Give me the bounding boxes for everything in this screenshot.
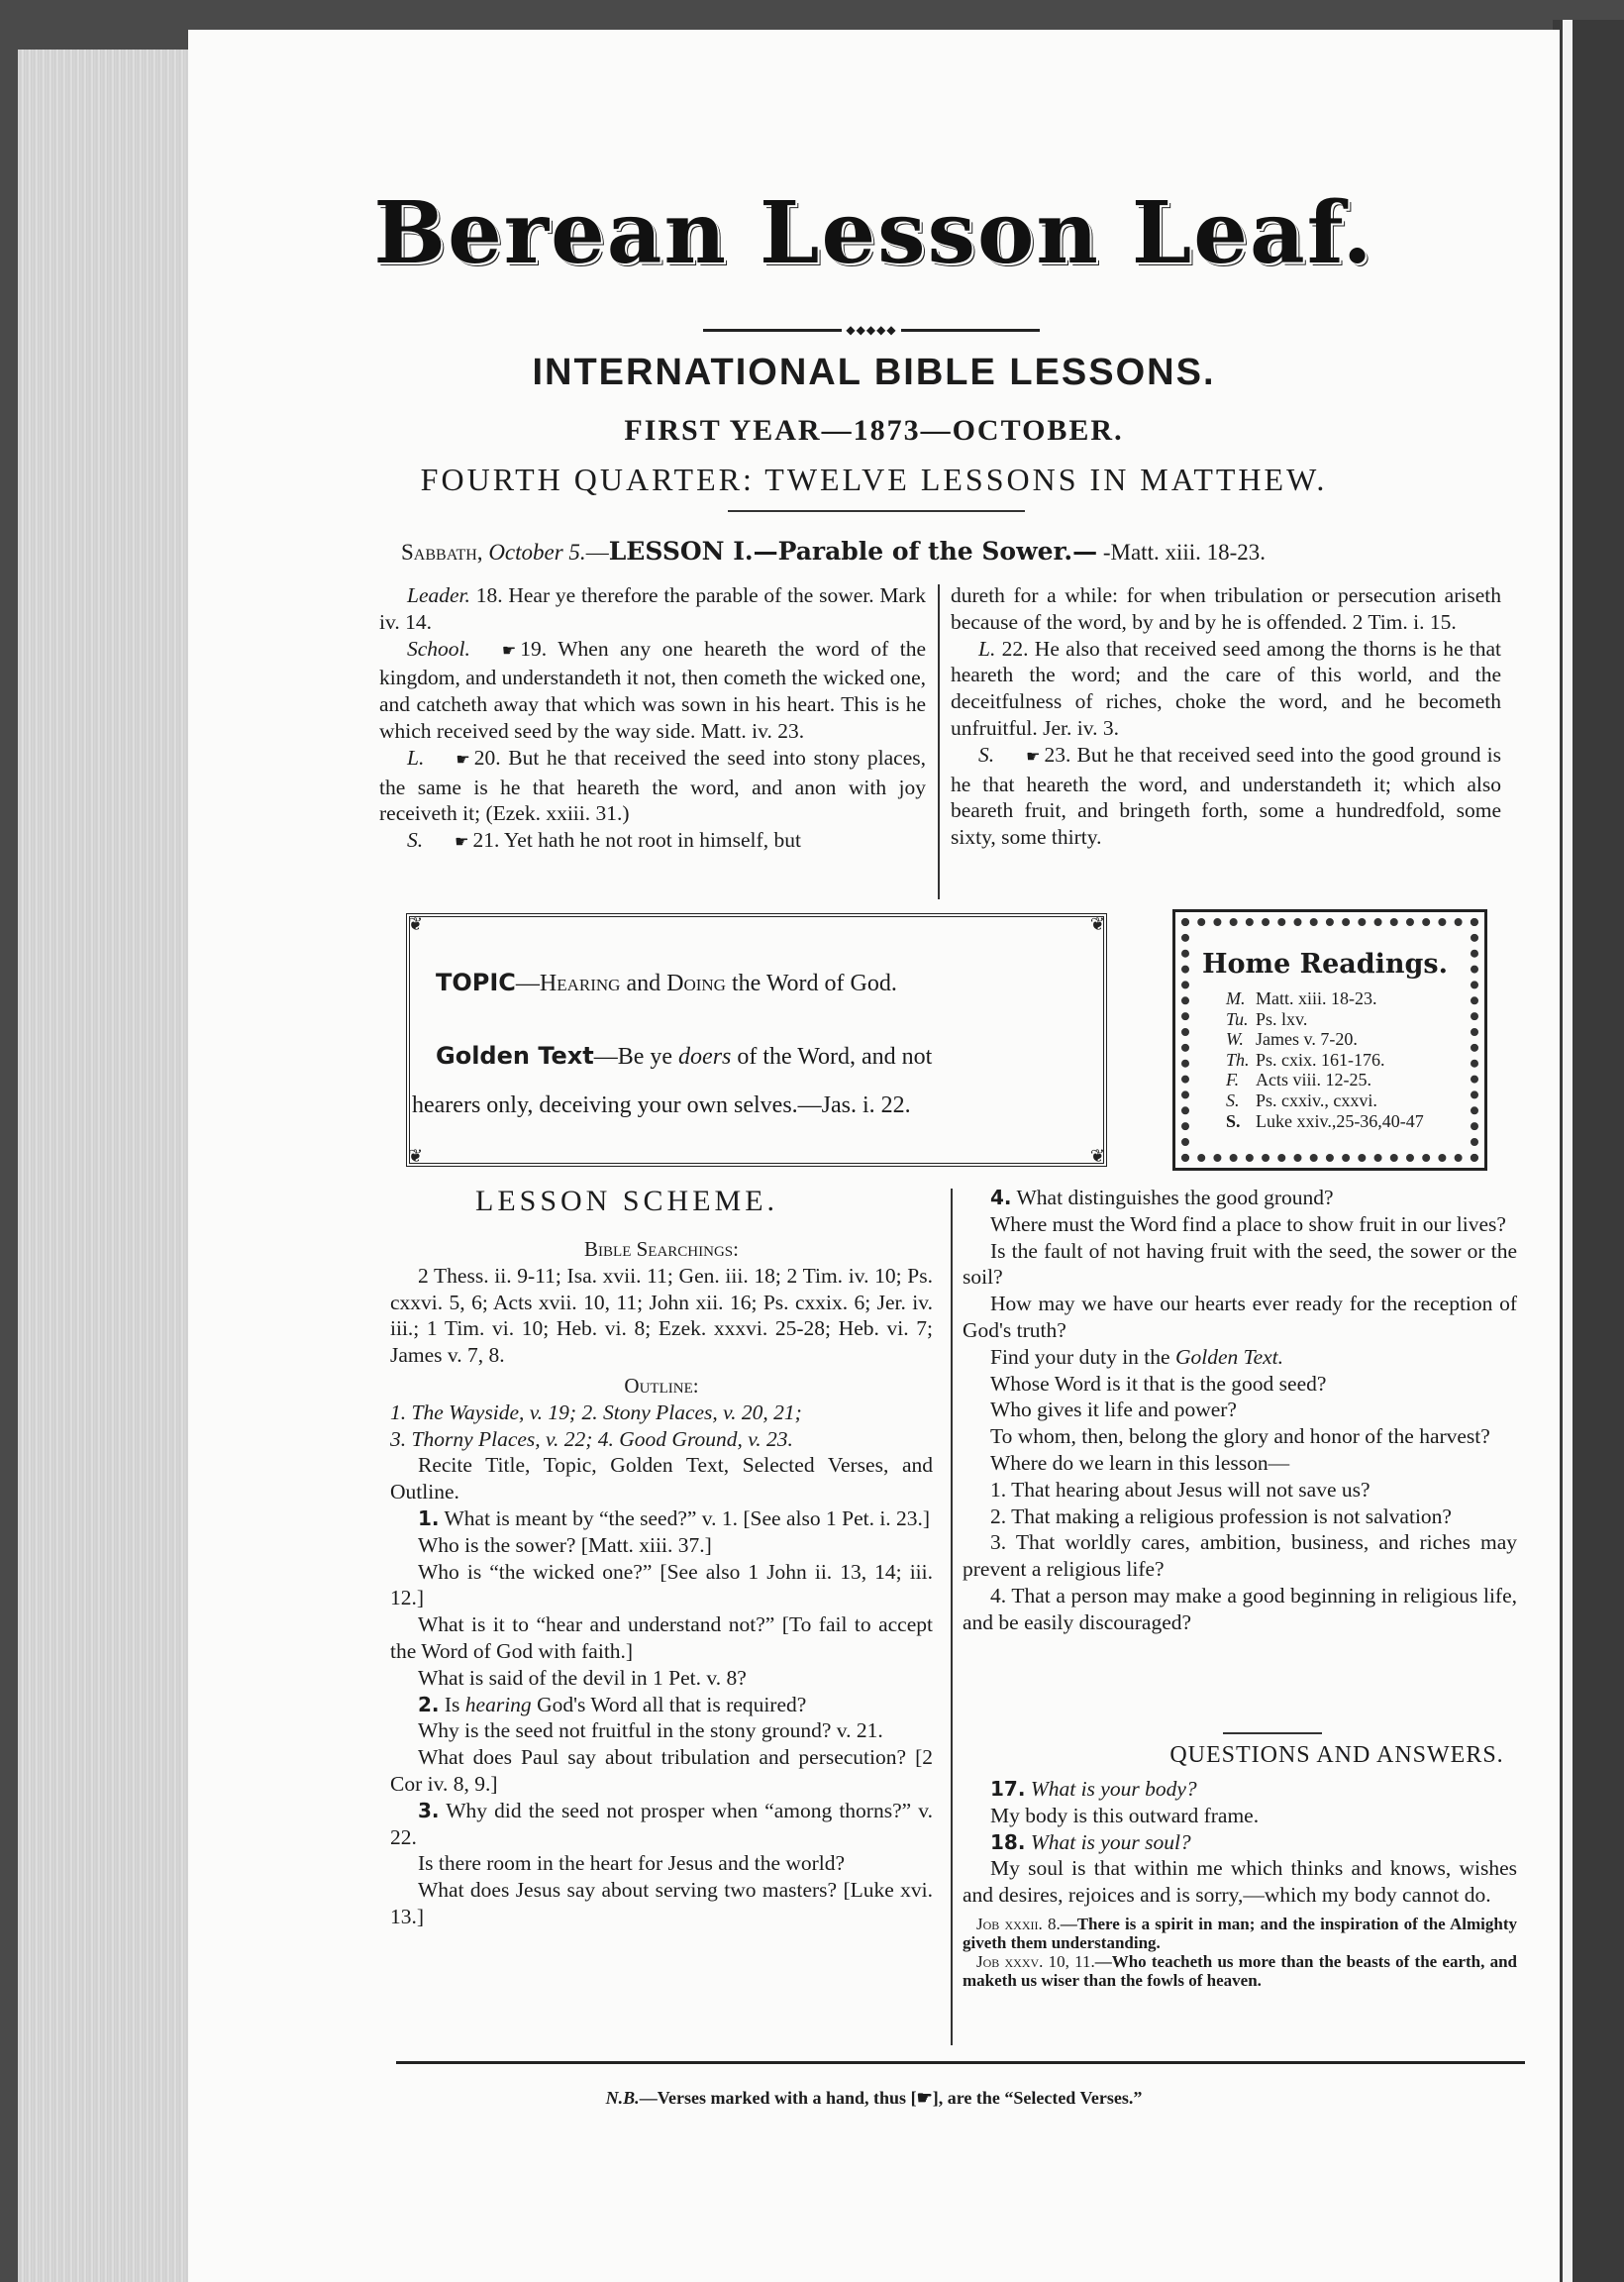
verse-19: School. ☛ 19. When any one heareth the word of the kingdom, and understandeth it not, then cometh the wicked one, and catcheth away that which was sown in his heart. This is he which received seed by the way side. Matt. iv. 23. [379,636,926,743]
scripture-left-column [379,582,926,857]
verse-20: L. ☛ 20. But he that received the seed into stony places, the same is he that heareth the word, and anon with joy receiveth it; (Ezek. xxiii. 31.) [379,745,926,826]
learn-4: 4. That a person may make a good beginning in religious life, and be easily discouraged? [963,1583,1517,1634]
learn-1: 1. That hearing about Jesus will not save us? [990,1477,1370,1502]
home-reading-day: Th. [1226,1049,1250,1070]
question-3: 3. Why did the seed not prosper when “among thorns?” v. 22. [390,1798,933,1849]
learn-3: 3. That worldly cares, ambition, business, and riches may prevent a religious life? [963,1530,1517,1582]
home-reading-row [1226,1070,1424,1090]
scheme-left-column [390,1236,933,1930]
home-reading-row [1226,1009,1424,1030]
golden-text-label: Golden Text [436,1042,594,1070]
reference-job-35: Job xxxv. 10, 11.—Who teacheth us more than the beasts of the earth, and maketh us wiser than the fowls of heaven. [963,1951,1517,1990]
topic-line: TOPIC—Hearing and Doing the Word of God. [436,969,897,996]
hand-icon: ☛ [1026,748,1041,766]
question-4g: To whom, then, belong the glory and honor of the harvest? [990,1424,1490,1449]
masthead-title: Berean Lesson Leaf. [373,183,1374,283]
lesson-date: October 5. [488,540,586,565]
outline-line-2: 3. Thorny Places, v. 22; 4. Good Ground, v. 23. [390,1426,793,1451]
topic-box: ❦ ❦ ❦ ❦ [408,914,1105,1166]
home-reading-ref: Ps. cxix. 161-176. [1256,1049,1385,1070]
right-page-edge [1553,20,1624,2282]
topic-label: TOPIC [436,969,516,996]
ornament-rule [703,324,1040,336]
column-divider-top [938,584,940,899]
hand-icon: ☛ [501,642,517,660]
home-reading-day: M. [1226,988,1246,1008]
answer-17: My body is this outward frame. [990,1803,1260,1827]
qa-rule [1223,1732,1322,1734]
lesson-reference: -Matt. xiii. 18-23. [1102,540,1267,565]
learn-heading: Where do we learn in this lesson— [990,1450,1290,1475]
qa-section [963,1776,1517,1990]
question-17: 17. What is your body? [990,1777,1197,1801]
heading-year: FIRST YEAR—1873—OCTOBER. [624,414,1124,447]
heading-international: INTERNATIONAL BIBLE LESSONS. [532,352,1216,393]
bottom-rule [396,2061,1525,2064]
question-1: 1. What is meant by “the seed?” v. 1. [See also 1 Pet. i. 23.] [418,1505,931,1530]
verse-18: Leader. 18. Hear ye therefore the parable of the sower. Mark iv. 14. [379,583,927,634]
question-4: 4. What distinguishes the good ground? [990,1186,1334,1209]
qa-references [963,1915,1517,1990]
home-reading-row [1226,1029,1424,1050]
question-4b: Is the fault of not having fruit with the seed, the sower or the soil? [963,1238,1517,1290]
verse-21: S. ☛ 21. Yet hath he not root in himself, but [379,827,926,857]
question-2a: Why is the seed not fruitful in the stony ground? v. 21. [418,1718,883,1743]
home-reading-ref: Luke xxiv.,25-36,40-47 [1256,1110,1424,1131]
verse-21-continued: dureth for a while: for when tribulation or persecution ariseth because of the word, by and by he is offended. 2 Tim. i. 15. [951,583,1501,634]
home-reading-ref: Matt. xiii. 18-23. [1256,988,1377,1008]
qa-title: QUESTIONS AND ANSWERS. [1169,1742,1504,1768]
outline-line-1: 1. The Wayside, v. 19; 2. Stony Places, v. 20, 21; [390,1400,802,1424]
question-2: 2. Is hearing God's Word all that is required? [418,1692,807,1716]
recite-instruction: Recite Title, Topic, Golden Text, Selected Verses, and Outline. [390,1453,933,1504]
question-18: 18. What is your soul? [990,1829,1191,1854]
home-reading-day: S. [1226,1089,1240,1110]
lesson-title: LESSON I.—Parable of the Sower.— [608,537,1098,566]
question-4c: How may we have our hearts ever ready for the reception of God's truth? [963,1292,1517,1342]
answer-18: My soul is that within me which thinks and knows, wishes and desires, rejoices and is sorry,—which my body cannot do. [963,1856,1517,1908]
footnote: N.B.—Verses marked with a hand, thus [☛], are the “Selected Verses.” [605,2088,1143,2108]
question-4e: Whose Word is it that is the good seed? [990,1371,1327,1396]
home-reading-ref: James v. 7-20. [1256,1029,1358,1050]
scheme-right-column [963,1185,1517,1636]
home-reading-ref: Ps. cxxiv., cxxvi. [1256,1089,1377,1110]
home-readings-list [1226,988,1424,1131]
book-page-edges [18,50,196,2282]
sabbath-label: Sabbath, [401,540,483,565]
lesson-scheme-title: LESSON SCHEME. [475,1185,779,1217]
question-1d: What is said of the devil in 1 Pet. v. 8? [418,1665,747,1690]
home-reading-row [1226,1050,1424,1071]
reference-job-32: Job xxxii. 8.—There is a spirit in man; and the inspiration of the Almighty giveth them understanding. [963,1914,1517,1952]
home-reading-ref: Acts viii. 12-25. [1256,1070,1371,1090]
learn-2: 2. That making a religious profession is not salvation? [990,1504,1452,1528]
bible-searchings-text: 2 Thess. ii. 9-11; Isa. xvii. 11; Gen. iii. 18; 2 Tim. iv. 10; Ps. cxxvi. 5, 6; Acts xvii. 10, 11; John xii. 16; Ps. cxxix. 6; Jer. iv. iii.; 1 Tim. vi. 10; Heb. vi. 8; Ezek. xxxvi. 25-28; Heb. vi. 7; James v. 7, 8. [390,1263,933,1368]
lesson-heading-line [401,537,1520,566]
home-reading-day: W. [1226,1029,1244,1050]
ornament-dots: ◆◆◆◆◆ [846,323,897,337]
question-1b: Who is “the wicked one?” [See also 1 John ii. 13, 14; iii. 12.] [390,1559,933,1610]
heading-quarter: FOURTH QUARTER: TWELVE LESSONS IN MATTHEW. [420,462,1328,497]
outline-heading: Outline: [624,1373,699,1398]
home-reading-row [1226,1111,1424,1132]
home-reading-ref: Ps. lxv. [1256,1008,1308,1029]
golden-text-line: Golden Text—Be ye doers of the Word, and not [436,1042,933,1070]
question-4a: Where must the Word find a place to show fruit in our lives? [990,1211,1506,1236]
question-3b: What does Jesus say about serving two masters? [Luke xvi. 13.] [390,1878,933,1928]
home-reading-day: F. [1226,1070,1240,1090]
short-rule [728,510,1025,512]
hand-icon: ☛ [456,751,470,769]
home-reading-day: Tu. [1226,1008,1249,1029]
question-4f: Who gives it life and power? [990,1398,1237,1422]
lesson-dash: — [585,540,609,565]
column-divider-bottom [951,1189,953,2045]
golden-text-continued: hearers only, deceiving your own selves.—Jas. i. 22. [412,1092,911,1118]
bible-searchings-heading: Bible Searchings: [584,1237,739,1261]
scripture-right-column [951,582,1501,851]
question-4d: Find your duty in the Golden Text. [990,1344,1284,1369]
verse-22: L. 22. He also that received seed among the thorns is he that heareth the word; and the care of this world, and the deceitfulness of riches, choke the word, and he becometh unfruitful. Jer. iv. 3. [951,636,1502,740]
question-3a: Is there room in the heart for Jesus and the world? [418,1851,846,1876]
page-content [188,0,1560,2282]
home-readings-title: Home Readings. [1202,949,1449,980]
hand-icon: ☛ [916,2088,933,2108]
home-reading-row [1226,1090,1424,1111]
question-1c: What is it to “hear and understand not?” [To fail to accept the Word of God with faith.] [390,1612,933,1663]
question-1a: Who is the sower? [Matt. xiii. 37.] [418,1532,712,1557]
hand-icon: ☛ [455,834,469,852]
verse-23: S. ☛ 23. But he that received seed into the good ground is he that heareth the word, and understandeth it; which also beareth fruit, and bringeth forth, some a hundredfold, some sixty, some thirty. [951,742,1501,850]
home-reading-day: S. [1226,1110,1241,1131]
question-2b: What does Paul say about tribulation and persecution? [2 Cor iv. 8, 9.] [390,1745,933,1796]
home-reading-row [1226,988,1424,1009]
